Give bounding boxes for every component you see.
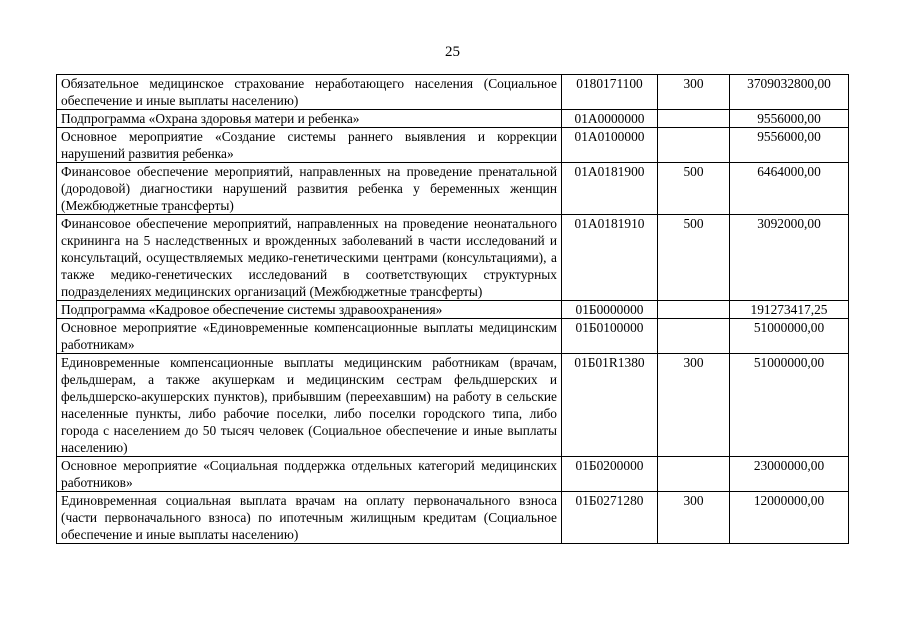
row-amount: 9556000,00	[730, 128, 849, 163]
row-amount: 12000000,00	[730, 492, 849, 544]
row-description: Единовременные компенсационные выплаты медицинским работникам (врачам, фельдшерам, а также акушеркам и медицинским сестрам фельдшерских и фельдшерско-акушерских пунктов), прибывшим (переехавшим) на работу в сельские населенные пункты, либо рабочие поселки, либо поселки городского типа, либо города с населением до 50 тысяч человек (Социальное обеспечение и иные выплаты населению)	[57, 354, 562, 457]
row-description: Основное мероприятие «Единовременные компенсационные выплаты медицинским работникам»	[57, 319, 562, 354]
row-amount: 9556000,00	[730, 110, 849, 128]
row-expense-type: 300	[658, 354, 730, 457]
row-amount: 51000000,00	[730, 354, 849, 457]
row-expense-type: 500	[658, 163, 730, 215]
table-row	[57, 492, 849, 544]
row-amount: 6464000,00	[730, 163, 849, 215]
row-description: Обязательное медицинское страхование неработающего населения (Социальное обеспечение и иные выплаты населению)	[57, 75, 562, 110]
table-row	[57, 75, 849, 110]
table-row	[57, 354, 849, 457]
row-description: Финансовое обеспечение мероприятий, направленных на проведение пренатальной (дородовой) диагностики нарушений развития ребенка у беременных женщин (Межбюджетные трансферты)	[57, 163, 562, 215]
row-description: Финансовое обеспечение мероприятий, направленных на проведение неонатального скрининга на 5 наследственных и врожденных заболеваний в части исследований и консультаций, осуществляемых медико-генетическими центрами (консультациями), а также медико-генетических исследований в соответствующих структурных подразделениях медицинских организаций (Межбюджетные трансферты)	[57, 215, 562, 301]
page-number: 25	[445, 44, 460, 60]
row-code: 01Б0271280	[562, 492, 658, 544]
row-expense-type	[658, 110, 730, 128]
row-description: Подпрограмма «Охрана здоровья матери и ребенка»	[57, 110, 562, 128]
row-description: Основное мероприятие «Социальная поддержка отдельных категорий медицинских работников»	[57, 457, 562, 492]
row-expense-type: 300	[658, 75, 730, 110]
row-expense-type	[658, 301, 730, 319]
row-amount: 23000000,00	[730, 457, 849, 492]
table-row	[57, 163, 849, 215]
row-expense-type	[658, 457, 730, 492]
table-row	[57, 128, 849, 163]
row-code: 01Б0000000	[562, 301, 658, 319]
row-description: Подпрограмма «Кадровое обеспечение системы здравоохранения»	[57, 301, 562, 319]
row-description: Основное мероприятие «Создание системы раннего выявления и коррекции нарушений развития ребенка»	[57, 128, 562, 163]
row-expense-type: 500	[658, 215, 730, 301]
row-code: 01А0181900	[562, 163, 658, 215]
row-amount: 51000000,00	[730, 319, 849, 354]
table-row	[57, 301, 849, 319]
row-code: 01А0100000	[562, 128, 658, 163]
table-row	[57, 215, 849, 301]
row-code: 0180171100	[562, 75, 658, 110]
row-expense-type	[658, 319, 730, 354]
row-expense-type	[658, 128, 730, 163]
row-code: 01Б01R1380	[562, 354, 658, 457]
row-amount: 3092000,00	[730, 215, 849, 301]
budget-table	[56, 74, 849, 544]
table-row	[57, 457, 849, 492]
table-row	[57, 319, 849, 354]
row-code: 01А0181910	[562, 215, 658, 301]
row-code: 01А0000000	[562, 110, 658, 128]
row-expense-type: 300	[658, 492, 730, 544]
row-amount: 191273417,25	[730, 301, 849, 319]
row-description: Единовременная социальная выплата врачам на оплату первоначального взноса (части первоначального взноса) по ипотечным жилищным кредитам (Социальное обеспечение и иные выплаты населению)	[57, 492, 562, 544]
row-amount: 3709032800,00	[730, 75, 849, 110]
row-code: 01Б0100000	[562, 319, 658, 354]
row-code: 01Б0200000	[562, 457, 658, 492]
table-row	[57, 110, 849, 128]
